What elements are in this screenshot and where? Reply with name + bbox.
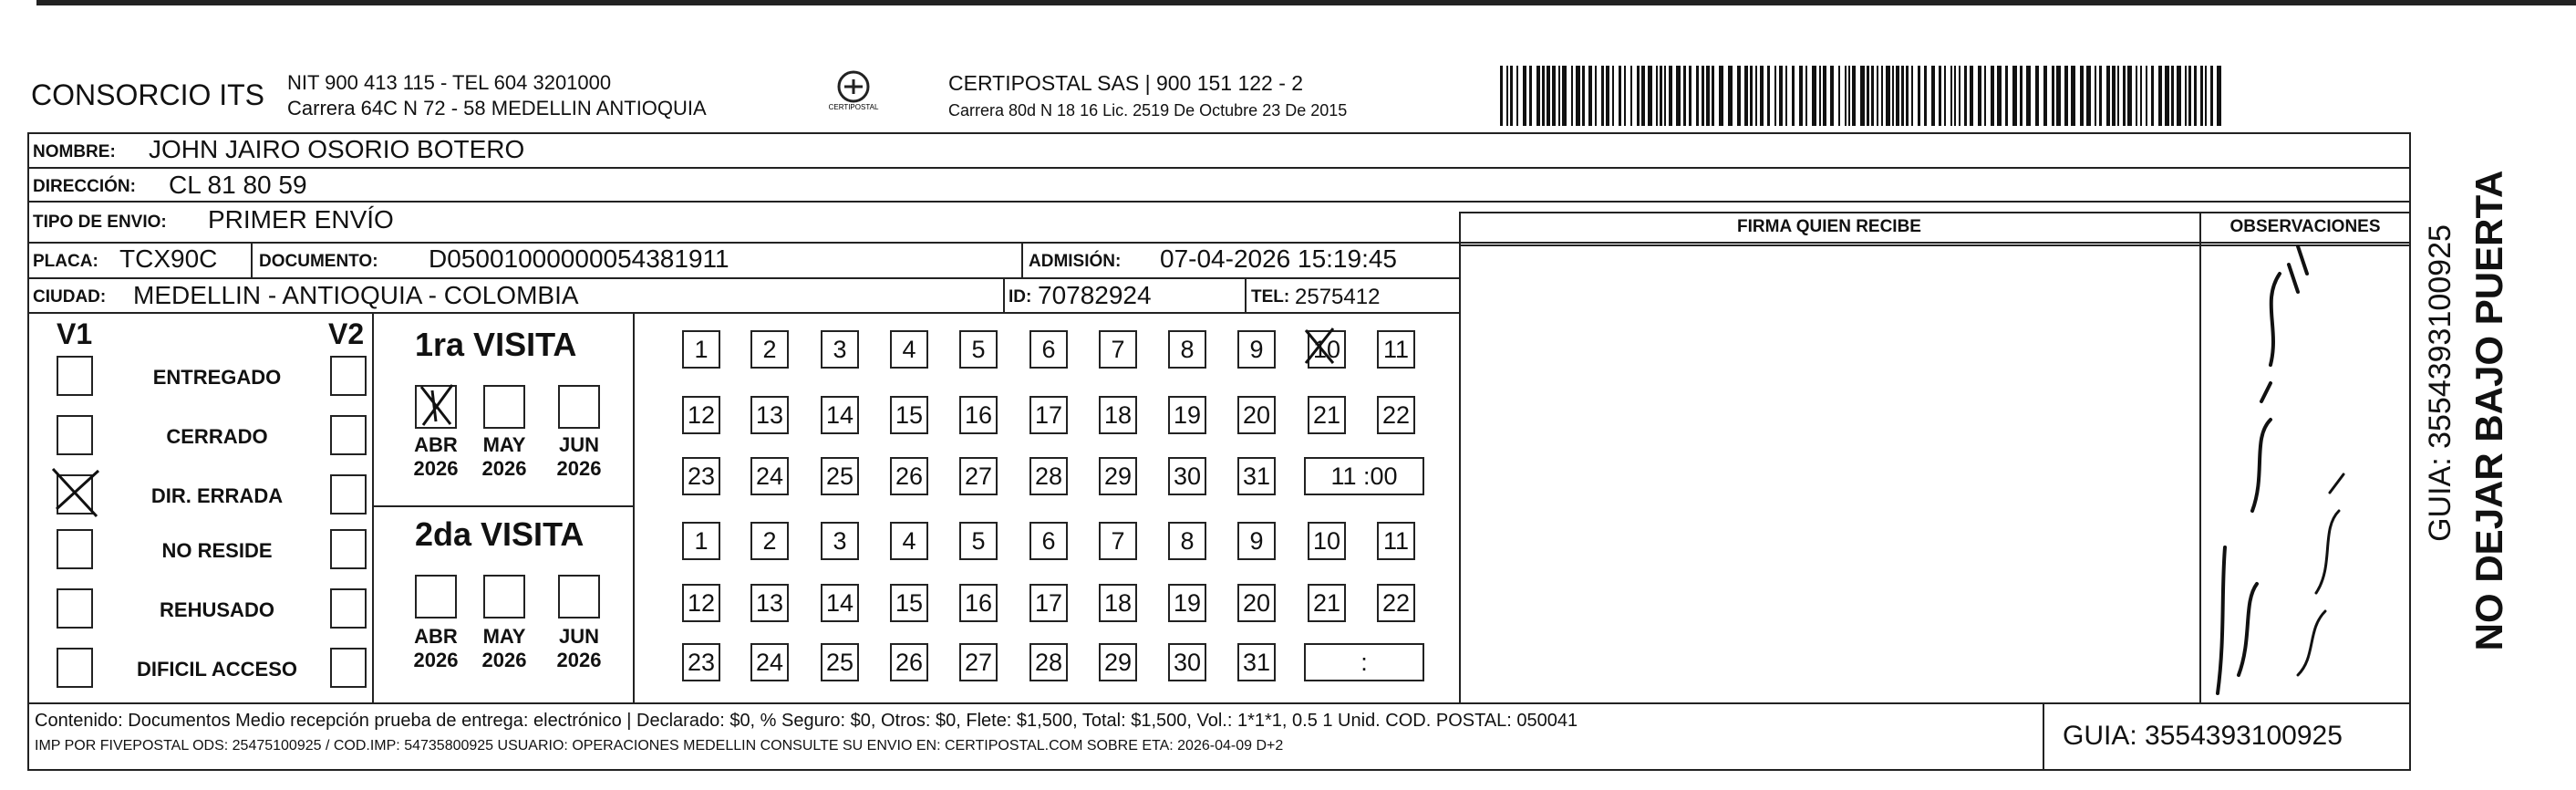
id-value: 70782924	[1038, 281, 1152, 309]
company-nit: NIT 900 413 115 - TEL 604 3201000	[287, 71, 612, 94]
day-box[interactable]: 11	[1377, 522, 1415, 560]
v2-label: V2	[328, 317, 365, 350]
tel-value: 2575412	[1295, 285, 1381, 309]
day-box[interactable]: 13	[750, 584, 789, 622]
month-label: JUN 2026	[556, 433, 602, 481]
day-box[interactable]: 15	[890, 584, 928, 622]
day-box[interactable]: 9	[1237, 522, 1276, 560]
day-box[interactable]: 5	[959, 522, 998, 560]
time-box[interactable]: :	[1304, 643, 1424, 681]
direccion-label: DIRECCIÓN:	[33, 177, 136, 196]
time-box[interactable]: 11 :00	[1304, 457, 1424, 495]
day-box[interactable]: 20	[1237, 584, 1276, 622]
day-box[interactable]: 15	[890, 396, 928, 434]
day-box[interactable]: 29	[1099, 457, 1137, 495]
day-box[interactable]: 30	[1168, 643, 1206, 681]
month-label: ABR 2026	[413, 433, 459, 481]
month-label: JUN 2026	[556, 625, 602, 672]
nombre-label: NOMBRE:	[33, 142, 116, 161]
day-box[interactable]: 14	[821, 584, 859, 622]
side-guia: GUIA: 3554393100925	[2423, 224, 2457, 542]
day-box[interactable]: 5	[959, 330, 998, 369]
second-visit-title: 2da VISITA	[415, 515, 585, 553]
day-box[interactable]: 16	[959, 584, 998, 622]
status-option-label: ENTREGADO	[152, 366, 282, 389]
day-box[interactable]: 31	[1237, 643, 1276, 681]
documento-value: D05001000000054381911	[429, 244, 729, 273]
day-box[interactable]: 30	[1168, 457, 1206, 495]
day-box[interactable]: 7	[1099, 330, 1137, 369]
day-box[interactable]: 23	[682, 643, 720, 681]
tel-label: TEL:	[1251, 287, 1290, 307]
status-option-label: CERRADO	[166, 425, 268, 448]
company-name: CONSORCIO ITS	[31, 78, 265, 111]
day-box[interactable]: 16	[959, 396, 998, 434]
admision-label: ADMISIÓN:	[1029, 252, 1122, 271]
tipo-envio-value: PRIMER ENVÍO	[208, 205, 394, 234]
day-box[interactable]: 4	[890, 522, 928, 560]
day-box[interactable]: 17	[1029, 584, 1068, 622]
day-box[interactable]: 18	[1099, 396, 1137, 434]
day-box[interactable]: 26	[890, 643, 928, 681]
day-box[interactable]: 6	[1029, 522, 1068, 560]
month-label: MAY 2026	[481, 433, 527, 481]
direccion-value: CL 81 80 59	[169, 171, 307, 199]
day-box[interactable]: 25	[821, 457, 859, 495]
month-label: MAY 2026	[481, 625, 527, 672]
day-box[interactable]: 26	[890, 457, 928, 495]
month-label: ABR 2026	[413, 625, 459, 672]
no-dejar-bajo-puerta: NO DEJAR BAJO PUERTA	[2467, 170, 2510, 651]
footer-imp: IMP POR FIVEPOSTAL ODS: 25475100925 / COD.IMP: 54735800925 USUARIO: OPERACIONES MEDELLIN CONSULTE SU ENVIO EN: CERTIPOSTAL.COM SOBRE ETA: 2026-04-09 D+2	[35, 738, 1284, 754]
day-box[interactable]: 29	[1099, 643, 1137, 681]
svg-text:CERTIPOSTAL: CERTIPOSTAL	[828, 103, 879, 111]
day-box[interactable]: 1	[682, 522, 720, 560]
day-box[interactable]: 25	[821, 643, 859, 681]
day-box[interactable]: 2	[750, 330, 789, 369]
status-option-label: REHUSADO	[160, 598, 274, 621]
tipo-envio-label: TIPO DE ENVIO:	[33, 213, 167, 232]
day-box[interactable]: 10	[1308, 330, 1346, 369]
day-box[interactable]: 11	[1377, 330, 1415, 369]
nombre-value: JOHN JAIRO OSORIO BOTERO	[149, 135, 525, 163]
ciudad-label: CIUDAD:	[33, 287, 107, 307]
v1-label: V1	[57, 317, 93, 350]
observaciones-label: OBSERVACIONES	[2229, 217, 2381, 236]
day-box[interactable]: 21	[1308, 396, 1346, 434]
day-box[interactable]: 22	[1377, 396, 1415, 434]
day-box[interactable]: 13	[750, 396, 789, 434]
day-box[interactable]: 28	[1029, 643, 1068, 681]
day-box[interactable]: 19	[1168, 584, 1206, 622]
day-box[interactable]: 18	[1099, 584, 1137, 622]
footer-guia: GUIA: 3554393100925	[2063, 721, 2343, 751]
day-box[interactable]: 1	[682, 330, 720, 369]
footer-content: Contenido: Documentos Medio recepción prueba de entrega: electrónico | Declarado: $0, % Seguro: $0, Otros: $0, Flete: $1,500, Total: $1,500, Vol.: 1*1*1, 0.5 1 Unid. COD. POSTAL: 050041	[35, 711, 1578, 731]
first-visit-title: 1ra VISITA	[415, 326, 577, 363]
day-box[interactable]: 3	[821, 522, 859, 560]
ciudad-value: MEDELLIN - ANTIOQUIA - COLOMBIA	[133, 281, 579, 309]
day-box[interactable]: 28	[1029, 457, 1068, 495]
day-box[interactable]: 9	[1237, 330, 1276, 369]
day-box[interactable]: 20	[1237, 396, 1276, 434]
day-box[interactable]: 2	[750, 522, 789, 560]
day-box[interactable]: 3	[821, 330, 859, 369]
status-option-label: DIFICIL ACCESO	[136, 658, 297, 681]
day-box[interactable]: 14	[821, 396, 859, 434]
day-box[interactable]: 8	[1168, 330, 1206, 369]
day-box[interactable]: 6	[1029, 330, 1068, 369]
day-box[interactable]: 21	[1308, 584, 1346, 622]
day-box[interactable]: 23	[682, 457, 720, 495]
placa-value: TCX90C	[119, 244, 218, 273]
day-box[interactable]: 10	[1308, 522, 1346, 560]
day-box[interactable]: 31	[1237, 457, 1276, 495]
day-box[interactable]: 27	[959, 457, 998, 495]
day-box[interactable]: 24	[750, 643, 789, 681]
documento-label: DOCUMENTO:	[259, 252, 378, 271]
company-address: Carrera 64C N 72 - 58 MEDELLIN ANTIOQUIA	[287, 97, 707, 120]
placa-label: PLACA:	[33, 252, 98, 271]
day-box[interactable]: 24	[750, 457, 789, 495]
day-box[interactable]: 4	[890, 330, 928, 369]
status-option-label: NO RESIDE	[161, 539, 273, 562]
carrier-name: CERTIPOSTAL SAS | 900 151 122 - 2	[948, 71, 1304, 95]
day-box[interactable]: 22	[1377, 584, 1415, 622]
day-box[interactable]: 27	[959, 643, 998, 681]
day-box[interactable]: 7	[1099, 522, 1137, 560]
admision-value: 07-04-2026 15:19:45	[1160, 244, 1397, 273]
id-label: ID:	[1009, 287, 1032, 307]
firma-label: FIRMA QUIEN RECIBE	[1737, 217, 1921, 236]
day-box[interactable]: 12	[682, 584, 720, 622]
day-box[interactable]: 8	[1168, 522, 1206, 560]
status-option-label: DIR. ERRADA	[150, 484, 284, 507]
day-box[interactable]: 17	[1029, 396, 1068, 434]
day-box[interactable]: 19	[1168, 396, 1206, 434]
day-box[interactable]: 12	[682, 396, 720, 434]
carrier-address: Carrera 80d N 18 16 Lic. 2519 De Octubre 23 De 2015	[948, 101, 1348, 120]
